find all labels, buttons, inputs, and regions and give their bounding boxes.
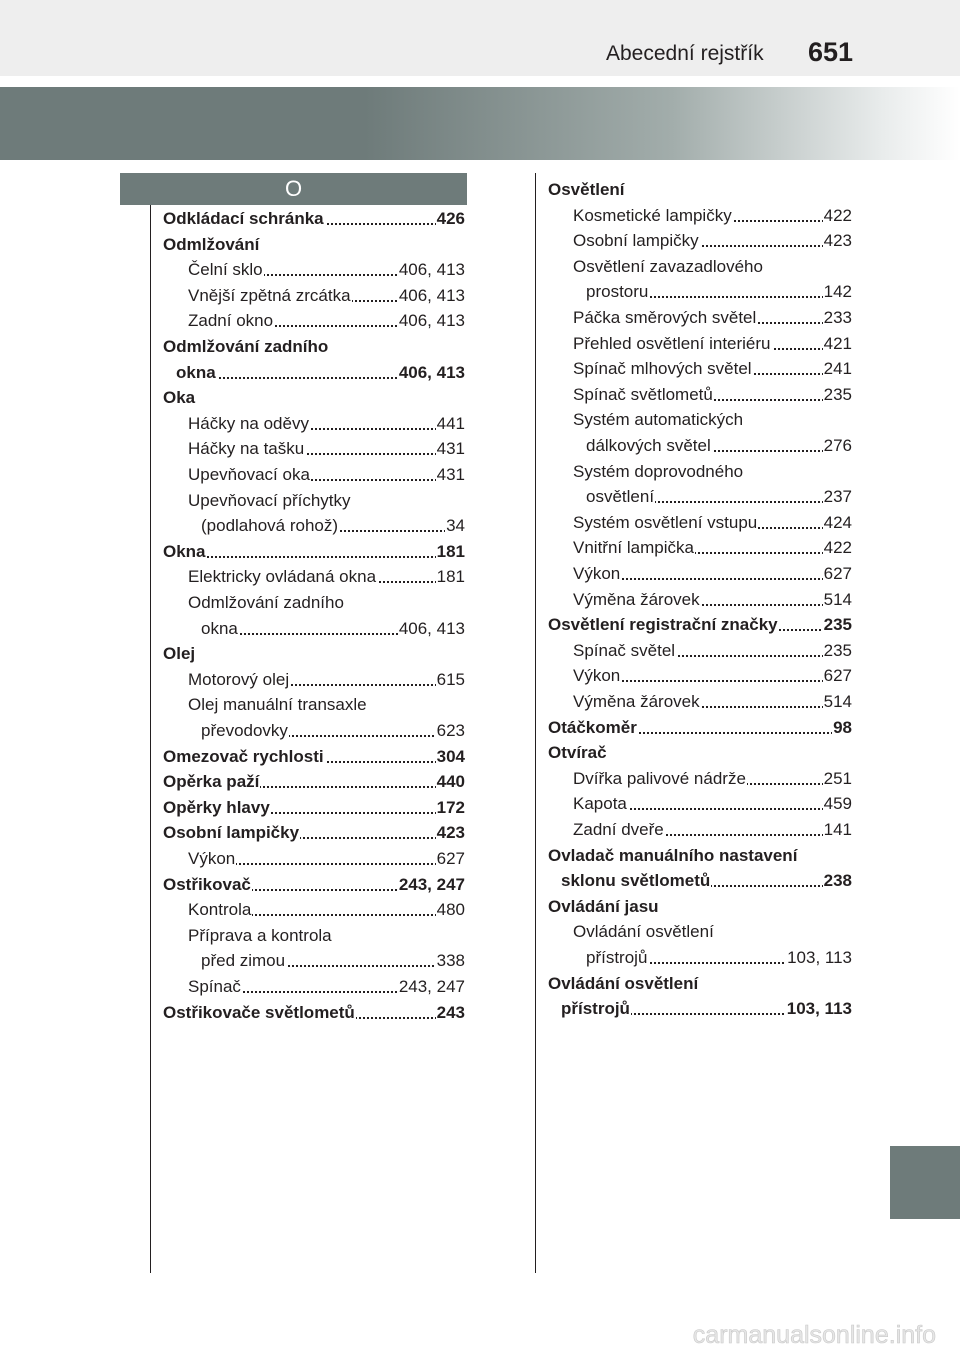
entry-page-ref: 623 [436,718,465,744]
entry-label: Osvětlení [548,177,626,203]
index-entry [548,971,852,997]
entry-page-ref: 431 [436,436,465,462]
entry-page-ref: 423 [436,820,465,846]
page-number: 651 [808,37,854,67]
entry-page-ref: 233 [823,305,852,331]
entry-label: Čelní sklo [188,257,264,283]
index-entry [188,974,465,1000]
entry-label: Vnitřní lampička [573,535,695,561]
index-entry [573,203,852,229]
entry-label: okna [176,360,217,386]
entry-label: Otáčkoměr [548,715,638,741]
entry-page-ref: 251 [823,766,852,792]
entry-label: Omezovač rychlosti [163,744,325,770]
entry-page-ref: 627 [823,663,852,689]
index-entry [188,897,465,923]
entry-page-ref: 243, 247 [398,974,465,1000]
entry-label: Okna [163,539,207,565]
entry-label: Odkládací schránka [163,206,325,232]
entry-label: Opěrka paží [163,769,260,795]
entry-page-ref: 440 [436,769,465,795]
index-entry [573,587,852,613]
entry-page-ref: 98 [832,715,852,741]
entry-page-ref: 235 [823,612,852,638]
svg-text:carmanualsonline.info: carmanualsonline.info [692,1321,936,1349]
entry-label: Osvětlení zavazadlového [573,254,764,280]
index-entry [188,488,465,514]
index-entry [573,407,852,433]
index-entry [548,715,852,741]
entry-label: Motorový olej [188,667,290,693]
entry-page-ref: 459 [823,791,852,817]
index-entry [573,919,852,945]
index-entry [548,843,852,869]
index-entry [188,462,465,488]
entry-page-ref: 406, 413 [398,283,465,309]
index-entry [548,894,852,920]
entry-label: Systém automatických [573,407,744,433]
index-entry [201,948,465,974]
entry-label: Opěrky hlavy [163,795,271,821]
index-entry [573,331,852,357]
entry-page-ref: 181 [436,564,465,590]
index-entry [188,257,465,283]
entry-label: Upevňovací příchytky [188,488,352,514]
index-entry [573,305,852,331]
index-entry [163,820,465,846]
entry-page-ref: 34 [445,513,465,539]
index-entry [188,564,465,590]
entry-label: Osobní lampičky [163,820,300,846]
entry-page-ref: 422 [823,203,852,229]
entry-page-ref: 426 [436,206,465,232]
index-entry [188,436,465,462]
column-divider-left [150,205,151,1273]
entry-label: Ovládání jasu [548,894,660,920]
index-entry [573,663,852,689]
entry-label: Dvířka palivové nádrže [573,766,747,792]
index-entry [163,795,465,821]
index-entry [188,692,465,718]
entry-page-ref: 338 [436,948,465,974]
entry-page-ref: 243, 247 [398,872,465,898]
entry-label: Elektricky ovládaná okna [188,564,377,590]
entry-label: prostoru [586,279,649,305]
index-entry [163,769,465,795]
index-entry [561,868,852,894]
index-entry [201,616,465,642]
entry-page-ref: 141 [823,817,852,843]
index-entry [573,638,852,664]
index-entry [573,228,852,254]
index-entry [201,718,465,744]
entry-label: dálkových světel [586,433,712,459]
entry-label: přístrojů [561,996,631,1022]
index-entry [188,923,465,949]
entry-page-ref: 235 [823,382,852,408]
entry-label: Kosmetické lampičky [573,203,733,229]
index-entry [586,945,852,971]
entry-page-ref: 423 [823,228,852,254]
column-divider-middle [535,173,536,1273]
index-entry [188,308,465,334]
index-entry [573,382,852,408]
index-entry [163,539,465,565]
index-entry [548,177,852,203]
entry-label: Výkon [188,846,236,872]
entry-label: Zadní okno [188,308,274,334]
entry-label: okna [201,616,239,642]
entry-label: Odmlžování [163,232,260,258]
entry-page-ref: 276 [823,433,852,459]
entry-label: Páčka směrových světel [573,305,757,331]
index-entry [163,385,465,411]
index-entry [188,667,465,693]
entry-label: převodovky [201,718,289,744]
entry-label: Odmlžování zadního [188,590,345,616]
index-entry [573,356,852,382]
entry-page-ref: 422 [823,535,852,561]
index-entry [573,535,852,561]
entry-page-ref: 424 [823,510,852,536]
entry-label: Olej [163,641,196,667]
entry-page-ref: 406, 413 [398,360,465,386]
entry-label: Zadní dveře [573,817,665,843]
entry-label: Ovladač manuálního nastavení [548,843,798,869]
entry-label: Kontrola [188,897,252,923]
entry-label: Osvětlení registrační značky [548,612,779,638]
entry-page-ref: 627 [436,846,465,872]
index-entry [163,872,465,898]
entry-label: Výkon [573,561,621,587]
index-entry [573,766,852,792]
index-entry [586,484,852,510]
entry-label: Otvírač [548,740,608,766]
letter-tab: O [120,173,467,205]
index-entry [573,561,852,587]
entry-label: Ostřikovač [163,872,252,898]
index-entry [163,232,465,258]
index-entry [188,283,465,309]
entry-page-ref: 615 [436,667,465,693]
index-entry [548,612,852,638]
entry-page-ref: 235 [823,638,852,664]
index-entry [163,744,465,770]
top-header-bar [0,0,960,76]
index-entry [573,254,852,280]
entry-label: osvětlení [586,484,655,510]
entry-label: Odmlžování zadního [163,334,329,360]
index-entry [573,510,852,536]
index-entry [163,641,465,667]
entry-page-ref: 103, 113 [786,996,852,1022]
entry-label: Háčky na oděvy [188,411,310,437]
entry-page-ref: 406, 413 [398,257,465,283]
index-entry [188,590,465,616]
entry-label: Výměna žárovek [573,689,701,715]
entry-label: Spínač světel [573,638,676,664]
entry-label: Spínač mlhových světel [573,356,753,382]
entry-page-ref: 627 [823,561,852,587]
index-entry [163,206,465,232]
entry-label: Výměna žárovek [573,587,701,613]
entry-page-ref: 406, 413 [398,308,465,334]
entry-page-ref: 103, 113 [786,945,852,971]
chapter-side-tab [890,1146,960,1219]
entry-label: Systém doprovodného [573,459,744,485]
entry-page-ref: 237 [823,484,852,510]
entry-label: Ovládání osvětlení [548,971,699,997]
entry-label: sklonu světlometů [561,868,711,894]
entry-label: (podlahová rohož) [201,513,339,539]
entry-page-ref: 142 [823,279,852,305]
index-entry [188,411,465,437]
entry-label: před zimou [201,948,286,974]
index-entry [586,279,852,305]
entry-page-ref: 241 [823,356,852,382]
index-entry [573,791,852,817]
index-entry [573,817,852,843]
entry-label: Vnější zpětná zrcátka [188,283,352,309]
index-entry [586,433,852,459]
entry-label: Spínač světlometů [573,382,714,408]
entry-page-ref: 514 [823,689,852,715]
entry-label: Oka [163,385,196,411]
entry-label: Kapota [573,791,628,817]
entry-label: Příprava a kontrola [188,923,333,949]
entry-page-ref: 304 [436,744,465,770]
entry-label: Osobní lampičky [573,228,700,254]
entry-label: Ostřikovače světlometů [163,1000,356,1026]
header-gradient-band [0,87,960,160]
entry-page-ref: 243 [436,1000,465,1026]
index-entry [561,996,852,1022]
entry-label: Systém osvětlení vstupu [573,510,758,536]
entry-label: Spínač [188,974,242,1000]
entry-page-ref: 238 [823,868,852,894]
entry-label: Přehled osvětlení interiéru [573,331,772,357]
entry-page-ref: 480 [436,897,465,923]
entry-page-ref: 181 [436,539,465,565]
index-entry [201,513,465,539]
index-entry [573,459,852,485]
index-entry [163,334,465,360]
index-entry [163,1000,465,1026]
entry-page-ref: 431 [436,462,465,488]
index-entry [548,740,852,766]
entry-label: Výkon [573,663,621,689]
entry-label: Ovládání osvětlení [573,919,715,945]
entry-label: přístrojů [586,945,648,971]
entry-label: Háčky na tašku [188,436,305,462]
index-entry [573,689,852,715]
entry-page-ref: 441 [436,411,465,437]
entry-page-ref: 514 [823,587,852,613]
index-entry [176,360,465,386]
entry-page-ref: 406, 413 [398,616,465,642]
entry-page-ref: 172 [436,795,465,821]
entry-page-ref: 421 [823,331,852,357]
index-entry [188,846,465,872]
section-title: Abecední rejstřík [606,42,764,65]
entry-label: Olej manuální transaxle [188,692,368,718]
entry-label: Upevňovací oka [188,462,311,488]
